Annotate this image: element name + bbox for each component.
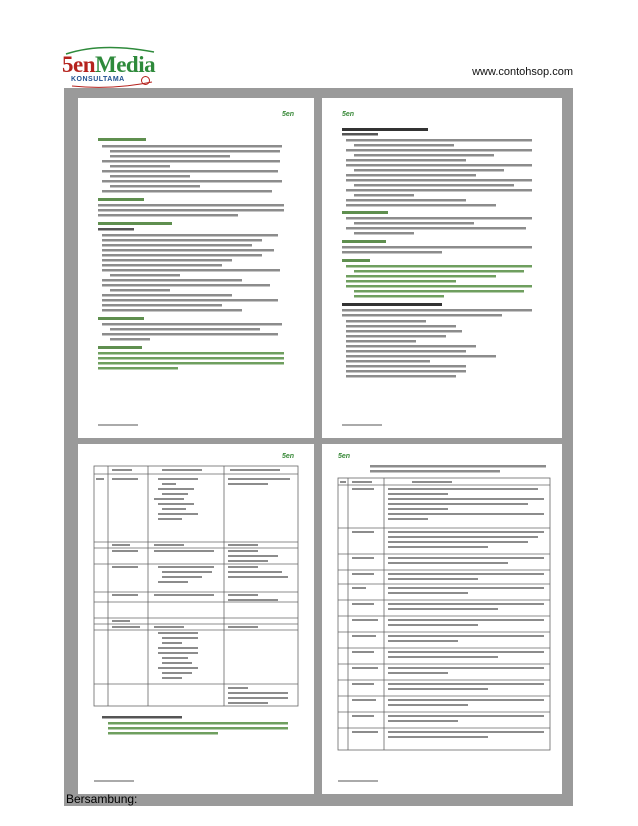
document-page-2 bbox=[322, 98, 562, 438]
svg-text:5en: 5en bbox=[338, 453, 351, 460]
page-1-content bbox=[78, 98, 314, 438]
logo-brand-part2: Media bbox=[95, 52, 156, 77]
logo-brand-text bbox=[62, 52, 155, 78]
logo-subtitle: KONSULTAMA bbox=[71, 76, 125, 83]
page-2-content bbox=[322, 98, 562, 438]
svg-text:5en: 5en bbox=[342, 111, 355, 118]
company-logo bbox=[62, 44, 158, 88]
document-page-4 bbox=[322, 444, 562, 794]
svg-text:5en: 5en bbox=[282, 111, 295, 118]
document-page-3 bbox=[78, 444, 314, 794]
page-3-content bbox=[78, 444, 314, 794]
site-url: www.contohsop.com bbox=[472, 66, 573, 78]
logo-seal-icon bbox=[141, 76, 150, 85]
page-4-content bbox=[322, 444, 562, 794]
document-page-1 bbox=[78, 98, 314, 438]
continued-label: Bersambung: bbox=[66, 792, 138, 806]
document-preview-area bbox=[64, 88, 573, 806]
logo-brand-part1: 5en bbox=[62, 52, 95, 77]
svg-text:5en: 5en bbox=[282, 453, 295, 460]
